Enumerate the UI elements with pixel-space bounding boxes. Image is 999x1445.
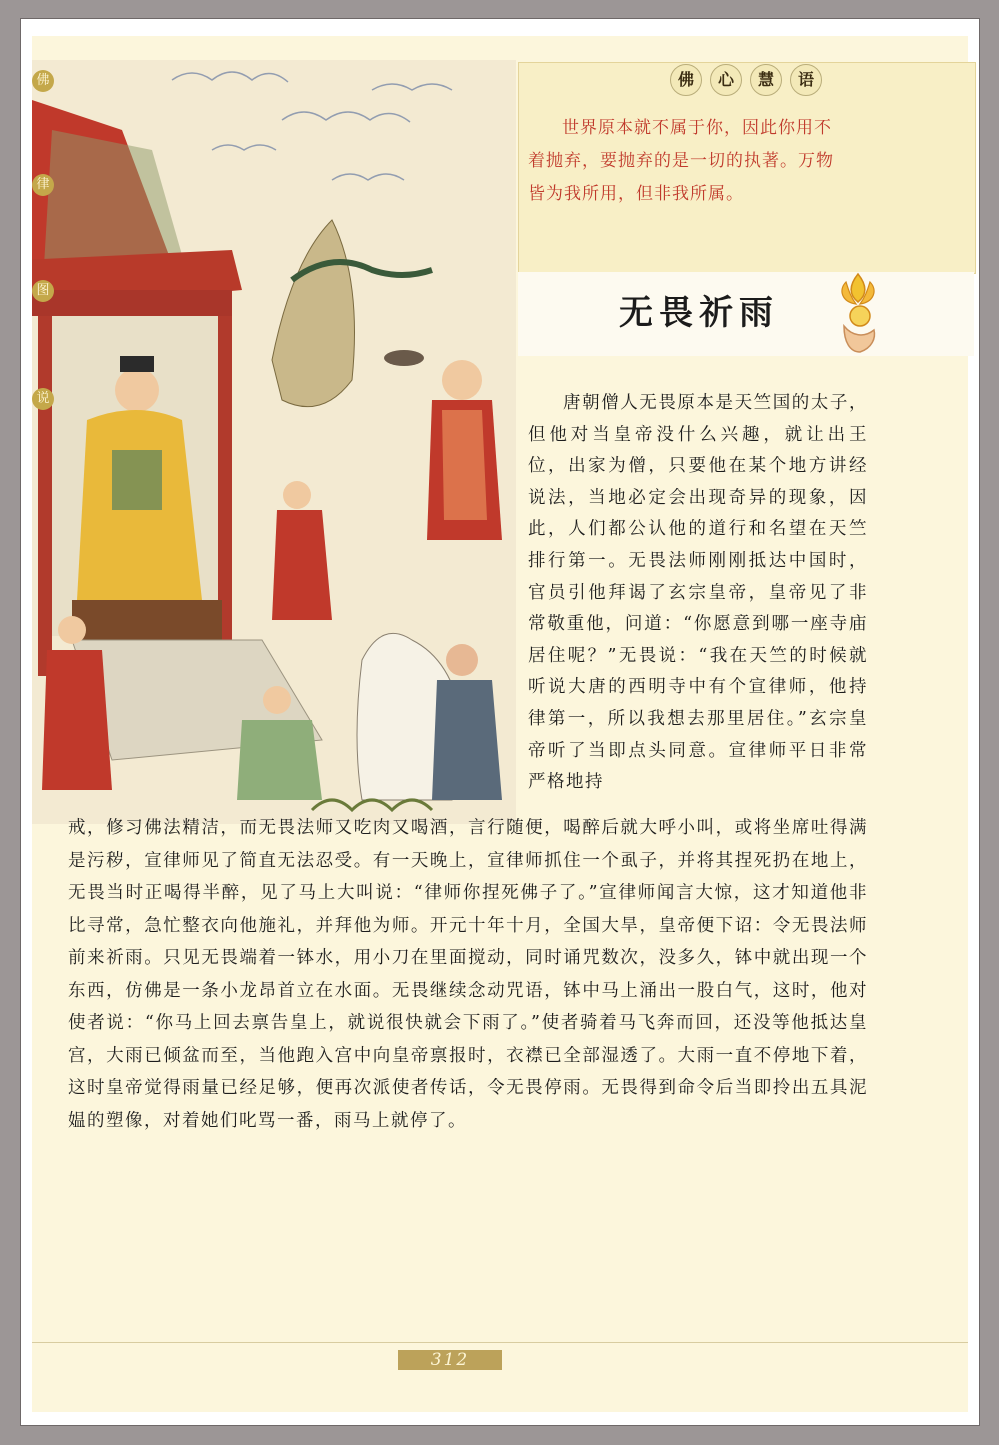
wisdom-heading-char: 慧 <box>750 64 782 96</box>
story-title: 无畏祈雨 <box>619 293 779 333</box>
illustration <box>32 60 516 824</box>
side-tab: 律 <box>32 174 54 196</box>
side-tab: 佛 <box>32 70 54 92</box>
wisdom-heading-char: 佛 <box>670 64 702 96</box>
side-tab: 图 <box>32 280 54 302</box>
wisdom-heading <box>670 64 822 96</box>
story-paragraph: 戒，修习佛法精洁，而无畏法师又吃肉又喝酒，言行随便，喝醉后就大呼小叫，或将坐席吐得满是污秽，宣律师见了简直无法忍受。有一天晚上，宣律师抓住一个虱子，并将其捏死扔在地上，无畏当时正喝得半醉，见了马上大叫说：“律师你捏死佛子了。”宣律师闻言大惊，这才知道他非比寻常，急忙整衣向他施礼，并拜他为师。开元十年十月，全国大旱，皇帝便下诏：令无畏法师前来祈雨。只见无畏端着一钵水，用小刀在里面搅动，同时诵咒数次，没多久，钵中就出现一个东西，仿佛是一条小龙昂首立在水面。无畏继续念动咒语，钵中马上涌出一股白气，这时，他对使者说：“你马上回去禀告皇上，就说很快就会下雨了。”使者骑着马飞奔而回，还没等他抵达皇宫，大雨已倾盆而至，当他跑入宫中向皇帝禀报时，衣襟已全部湿透了。大雨一直不停地下着，这时皇帝觉得雨量已经足够，便再次派使者传话，令无畏停雨。无畏得到命令后当即拎出五具泥媪的塑像，对着她们叱骂一番，雨马上就停了。 <box>68 818 868 1131</box>
wisdom-heading-char: 心 <box>710 64 742 96</box>
painting-emperor-monk-icon <box>32 60 516 824</box>
side-tab: 说 <box>32 388 54 410</box>
story-body-top <box>528 388 868 799</box>
footer-rule <box>32 1342 968 1343</box>
story-paragraph: 唐朝僧人无畏原本是天竺国的太子，但他对当皇帝没什么兴趣，就让出王位，出家为僧，只要他在某个地方讲经说法，当地必定会出现奇异的现象，因此，人们都公认他的道行和名望在天竺排行第一。无畏法师刚刚抵达中国时，官员引他拜谒了玄宗皇帝，皇帝见了非常敬重他，问道：“你愿意到哪一座寺庙居住呢？”无畏说：“我在天竺的时候就听说大唐的西明寺中有个宣律师，他持律第一，所以我想去那里居住。”玄宗皇帝听了当即点头同意。宣律师平日非常严格地持 <box>528 393 868 793</box>
wisdom-quote-text: 世界原本就不属于你，因此你用不着抛弃，要抛弃的是一切的执著。万物皆为我所用，但非我所属。 <box>528 118 834 204</box>
wisdom-quote <box>528 112 848 211</box>
lotus-hand-icon <box>830 270 886 356</box>
story-body-bottom <box>68 812 868 1137</box>
wisdom-heading-char: 语 <box>790 64 822 96</box>
page-number: 312 <box>398 1350 502 1370</box>
